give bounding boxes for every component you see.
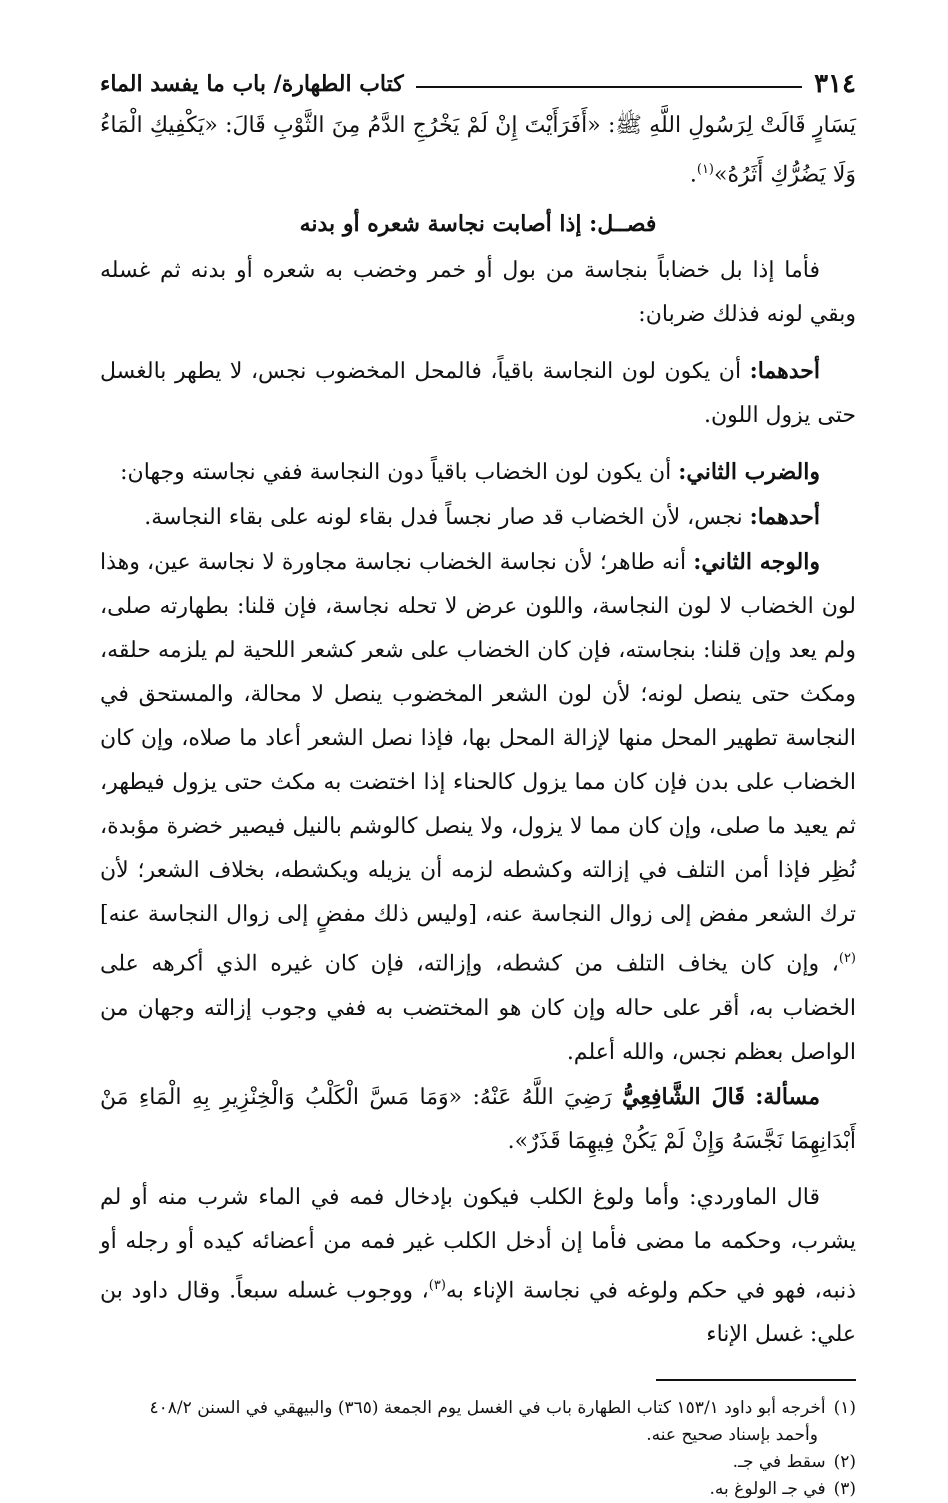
footnote-rule [656,1379,856,1381]
paragraph-text: نجس، لأن الخضاب قد صار نجساً فدل بقاء لونه على بقاء النجاسة. [144,505,743,531]
paragraph-text: قال الماوردي: وأما ولوغ الكلب فيكون بإدخال فمه في الماء شرب منه أو لم يشرب، وحكمه ما مضى فأما إن أدخل الكلب غير فمه من أعضائه كيده أو رجله أو ذنبه، فهو في حكم ولوغه في نجاسة الإناء به [100,1184,856,1303]
paragraph-first-case [100,349,856,438]
paragraph-intro [100,249,856,337]
footnote-ref-3: (٣) [428,1277,446,1293]
paragraph-text: أن يكون لون النجاسة باقياً، فالمحل المخضوب نجس، لا يطهر بالغسل حتى يزول اللون. [100,359,856,429]
running-header [100,64,856,104]
masala-paragraph [100,1075,856,1164]
footnote-3 [100,1476,856,1503]
footnote-2 [100,1449,856,1476]
mawardi-paragraph [100,1176,856,1357]
footnote-ref-1: (١) [696,162,714,177]
paragraph-second-type [100,450,856,495]
footnote-text: سقط في جـ. [732,1451,826,1472]
footnote-number: (٢) [833,1451,856,1472]
hadith-continuation: يَسَارٍ قَالَتْ لِرَسُولِ اللَّهِ ﷺ: «أَفَرَأَيْتَ إِنْ لَمْ يَخْرُجِ الدَّمُ مِنَ الثَّوْبِ قَالَ: «يَكْفِيكِ الْمَاءُ وَلَا يَضُرُّكِ أَثَرُهُ»$^{(١)}$. [100,113,856,188]
footnotes [100,1395,856,1503]
paragraph-text: فأما إذا بل خضاباً بنجاسة من بول أو خمر وخضب به شعره أو بدنه ثم غسله وبقي لونه فذلك ضربان: [100,258,856,328]
header-rule [416,86,802,88]
footnote-ref-2: (٢) [838,951,856,967]
footnote-text: أخرجه أبو داود ١٥٣/١ كتاب الطهارة باب في الغسل يوم الجمعة (٣٦٥) والبيهقي في السنن ٤٠٨/٢ [149,1397,826,1418]
paragraph-label: أحدهما: [749,504,820,531]
hadith-text: يَسَارٍ قَالَتْ لِرَسُولِ اللَّهِ ﷺ: «أَفَرَأَيْتَ إِنْ لَمْ يَخْرُجِ الدَّمُ مِنَ الثَّوْبِ قَالَ: «يَكْفِيكِ الْمَاءُ وَلَا يَضُرُّكِ أَثَرُهُ» [100,113,856,188]
footnote-1-continuation: وأحمد بإسناد صحيح عنه. [646,1424,818,1445]
section-label: فصــل: [589,211,657,238]
footnote-number: (١) [833,1397,856,1418]
paragraph-view-one [100,495,856,540]
page-number: ٣١٤ [814,69,856,99]
paragraph-label: والوجه الثاني: [693,549,820,576]
paragraph-text-cont: ، وإن كان يخاف التلف من كشطه، وإزالته، فإن كان غيره الذي أكرهه على الخضاب به، أقر على حاله وإن كان هو المختضب به ففي وجوب إزالته وجهان من الواصل بعظم نجس، والله أعلم. [100,951,856,1065]
chapter-title: كتاب الطهارة/ باب ما يفسد الماء [100,71,404,97]
section-title-text: إذا أصابت نجاسة شعره أو بدنه [299,211,582,238]
masala-text: رَضِيَ اللَّهُ عَنْهُ: «وَمَا مَسَّ الْكَلْبُ وَالْخِنْزِيرِ بِهِ الْمَاءِ مَنْ أَبْدَانِهِمَا نَجَّسَهُ وَإِنْ لَمْ يَكُنْ فِيهِمَا قَذَرٌ». [100,1084,856,1154]
section-heading [100,211,856,237]
paragraph-text: أن يكون لون الخضاب باقياً دون النجاسة ففي نجاسته وجهان: [120,460,672,486]
masala-label: مسألة: [755,1083,820,1110]
paragraph-label: والضرب الثاني: [678,459,820,486]
paragraph-text-cont: ، ووجوب غسله سبعاً. وقال داود بن علي: غسل الإناء [100,1277,856,1347]
paragraph-label: أحدهما: [749,358,820,385]
footnote-number: (٣) [833,1478,856,1499]
footnote-text: في جـ الولوغ به. [709,1478,826,1499]
footnote-1 [100,1395,856,1422]
masala-speaker: قَالَ الشَّافِعِيُّ [622,1083,745,1110]
paragraph-view-two [100,540,856,1074]
paragraph-text: أنه طاهر؛ لأن نجاسة الخضاب نجاسة مجاورة لا نجاسة عين، وهذا لون الخضاب لا لون النجاسة، واللون عرض لا تحله نجاسة، فإن قلنا: بطهارته صلى، ولم يعد وإن قلنا: بنجاسته، فإن كان الخضاب على شعر كشعر اللحية لم يلزمه حلقه، ومكث حتى ينصل لونه؛ لأن لون الشعر المخضوب ينصل لا محالة، والمستحق في النجاسة تطهير المحل منها لإزالة المحل بها، فإذا نصل الشعر أعاد ما صلاه، وإن كان الخضاب على بدن فإن كان مما يزول كالحناء إذا اختضت به مكث حتى يزول فيطهر، ثم يعيد ما صلى، وإن كان مما لا يزول، ولا ينصل كالوشم بالنيل فيصير خضرة مؤبدة، نُظِر فإذا أمن التلف في إزالته وكشطه لزمه أن يزيله ويكشطه، بخلاف الشعر؛ لأن ترك الشعر مفض إلى زوال النجاسة عنه، [وليس ذلك مفضٍ إلى زوال النجاسة عنه] [100,550,856,928]
